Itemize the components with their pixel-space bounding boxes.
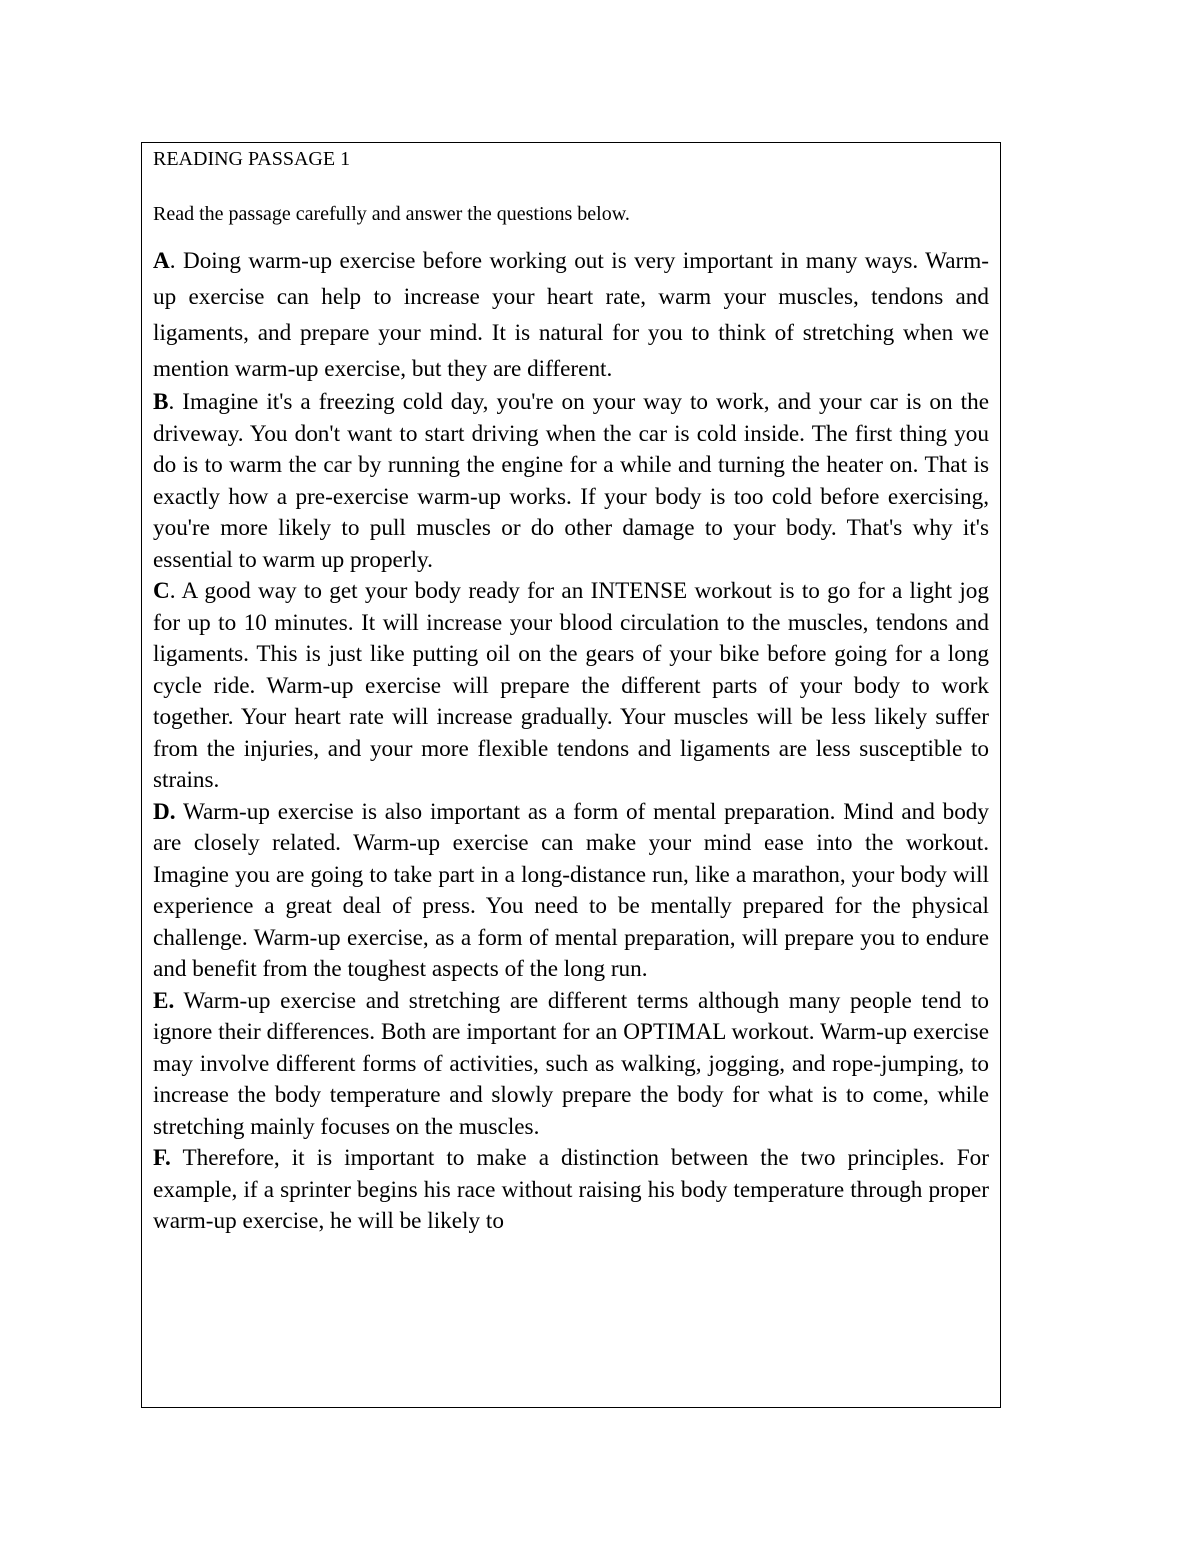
paragraph-text: Warm-up exercise is also important as a form of mental preparation. Mind and body are closely related. Warm-up exercise can make your mind ease into the workout. Imagine you are going to take part in a long-distance run, like a marathon, your body will experience a great deal of press. You need to be mentally prepared for the physical challenge. Warm-up exercise, as a form of mental preparation, will prepare you to endure and benefit from the toughest aspects of the long run. bbox=[153, 798, 989, 982]
paragraph-text: . Imagine it's a freezing cold day, you're on your way to work, and your car is on the driveway. You don't want to start driving when the car is cold inside. The first thing you do is to warm the car by running the engine for a while and turning the heater on. That is exactly how a pre-exercise warm-up works. If your body is too cold before exercising, you're more likely to pull muscles or do other damage to your body. That's why it's essential to warm up properly. bbox=[153, 389, 989, 573]
paragraph-letter: D. bbox=[153, 798, 176, 825]
passage-content bbox=[153, 146, 989, 1238]
paragraph-d bbox=[153, 797, 989, 986]
paragraph-a bbox=[153, 243, 989, 387]
paragraph-e bbox=[153, 986, 989, 1144]
paragraph-letter: A bbox=[153, 248, 170, 274]
paragraph-b bbox=[153, 387, 989, 576]
paragraph-letter: E. bbox=[153, 987, 175, 1014]
paragraph-text: Warm-up exercise and stretching are different terms although many people tend to ignore their differences. Both are important for an OPTIMAL workout. Warm-up exercise may involve different forms of activities, such as walking, jogging, and rope-jumping, to increase the body temperature and slowly prepare the body for what is to come, while stretching mainly focuses on the muscles. bbox=[153, 987, 989, 1140]
paragraph-text: Therefore, it is important to make a distinction between the two principles. For example, if a sprinter begins his race without raising his body temperature through proper warm-up exercise, he will be likely to bbox=[153, 1145, 989, 1234]
paragraph-c bbox=[153, 576, 989, 797]
paragraph-letter: C bbox=[153, 578, 170, 604]
passage-heading: READING PASSAGE 1 bbox=[153, 148, 351, 170]
paragraph-letter: F. bbox=[153, 1145, 171, 1171]
paragraph-f bbox=[153, 1143, 989, 1238]
passage-instruction: Read the passage carefully and answer the questions below. bbox=[153, 203, 630, 225]
paragraph-letter: B bbox=[153, 389, 169, 415]
paragraph-text: . Doing warm-up exercise before working out is very important in many ways. Warm-up exercise can help to increase your heart rate, warm your muscles, tendons and ligaments, and prepare your mind. It is natural for you to think of stretching when we mention warm-up exercise, but they are different. bbox=[153, 248, 989, 382]
paragraph-text: . A good way to get your body ready for an INTENSE workout is to go for a light jog for up to 10 minutes. It will increase your blood circulation to the muscles, tendons and ligaments. This is just like putting oil on the gears of your bike before going for a long cycle ride. Warm-up exercise will prepare the different parts of your body to work together. Your heart rate will increase gradually. Your muscles will be less likely suffer from the injuries, and your more flexible tendons and ligaments are less susceptible to strains. bbox=[153, 578, 989, 793]
passage-box bbox=[141, 142, 1001, 1408]
